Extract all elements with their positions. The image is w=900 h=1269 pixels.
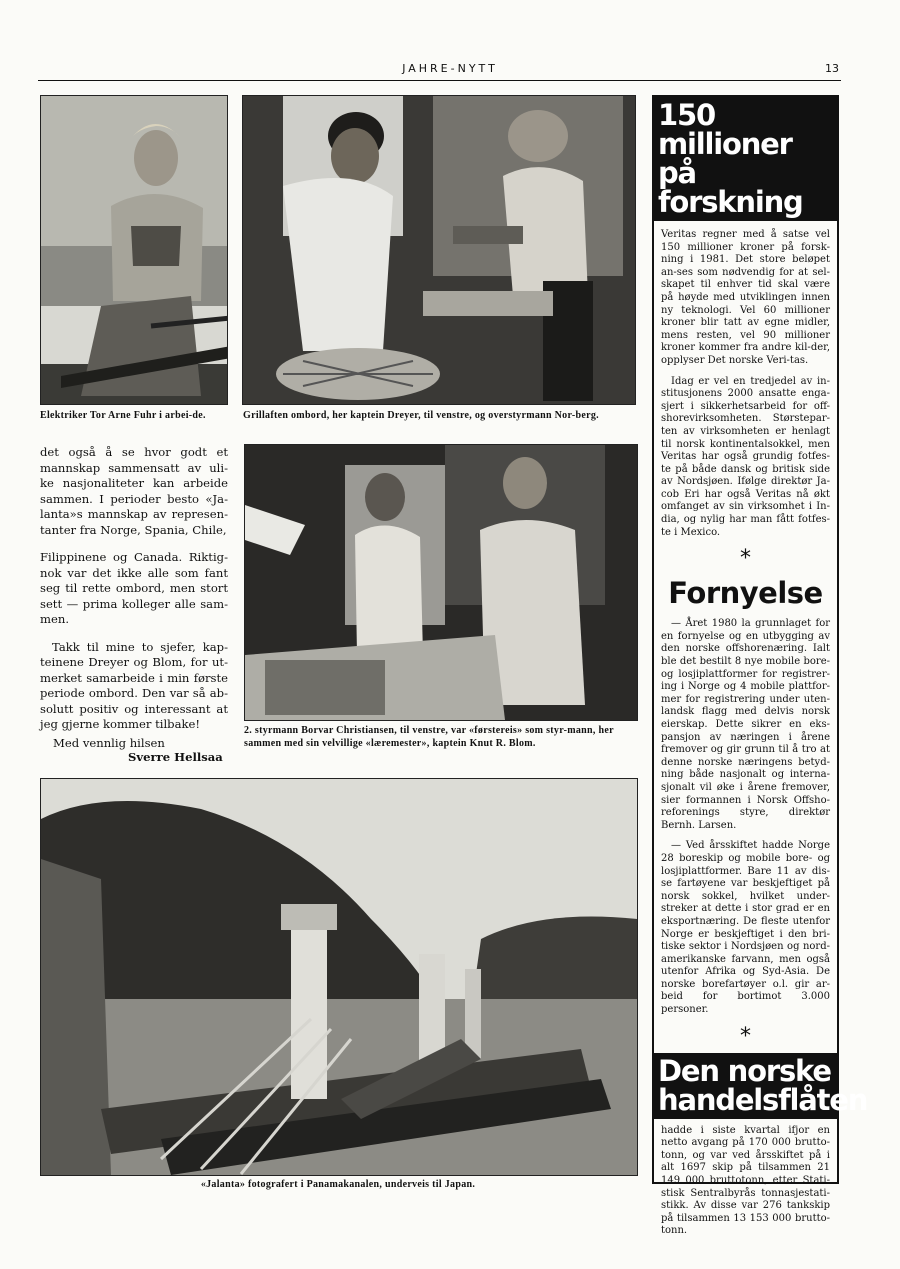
headline-line: handelsflåten bbox=[658, 1082, 868, 1117]
publication-title: JAHRE-NYTT bbox=[402, 62, 498, 75]
merchant-fleet-article bbox=[654, 1125, 837, 1238]
page-number: 13 bbox=[825, 62, 839, 75]
news-sidebar bbox=[652, 95, 868, 1237]
panama-caption: «Jalanta» fotografert i Panamakanalen, underveis til Japan. bbox=[200, 1179, 476, 1190]
research-article bbox=[654, 225, 837, 539]
merchant-fleet-headline bbox=[654, 1053, 868, 1119]
headline-line: Den norske bbox=[658, 1053, 831, 1088]
bridge-photo bbox=[244, 444, 638, 721]
grill-caption: Grillaften ombord, her kaptein Dreyer, til venstre, og overstyrmann Nor-berg. bbox=[243, 410, 599, 421]
article-paragraph: Veritas regner med å satse vel 150 millioner kroner på forsk-ning i 1981. Det store beløpet an-ses som nødvendig for at sel-skapet til enhver tid skal være på høyde med utviklingen innen ny teknologi. Vel 60 millioner kroner blir tatt av egne midler, mens resten, vel 90 millioner kroner kommer fra andre kil-der, opplyser Det norske Veri-tas. bbox=[661, 229, 830, 366]
renewal-article bbox=[654, 618, 837, 1016]
section-separator: * bbox=[740, 546, 751, 572]
letter-paragraph: det også å se hvor godt et mannskap sammensatt av uli-ke nasjonaliteter kan arbeide sammen. I perioder besto «Ja-lanta»s mannskap av represen-tanter fra Norge, Spania, Chile, bbox=[40, 445, 228, 537]
renewal-headline: Fornyelse bbox=[668, 576, 823, 611]
bridge-caption: 2. styrmann Borvar Christiansen, til venstre, var «førstereis» som styr-mann, her sammen med sin velvillige «læremester», kaptein Knut R. Blom. bbox=[244, 725, 614, 749]
header-divider bbox=[38, 80, 841, 81]
letter-greeting: Med vennlig hilsen bbox=[53, 736, 165, 750]
headline-line: på forskning bbox=[658, 156, 803, 219]
letter-paragraph: Takk til mine to sjefer, kap-teinene Dreyer og Blom, for ut-merket samarbeide i min første periode ombord. Den var så ab-solutt positiv og interessant at jeg gjerne kommer tilbake! bbox=[40, 639, 228, 731]
letter-signature: Sverre Hellsaa bbox=[128, 750, 223, 764]
grill-photo bbox=[242, 95, 636, 405]
article-paragraph: — Ved årsskiftet hadde Norge 28 boreskip og mobile bore- og losjiplattformer. Bare 11 av dis-se fartøyene var beskjeftiget på norsk sokkel, hvilket under-streker at dette i stor grad er en eksportnæring. De fleste utenfor Norge er beskjeftiget i den bri-tiske sektor i Nordsjøen og nord-amerikanske farvann, men også utenfor Afrika og Syd-Asia. De norske borefartøyer o.l. gir ar-beid for bortimot 3.000 personer. bbox=[661, 840, 830, 1016]
electrician-caption: Elektriker Tor Arne Fuhr i arbei-de. bbox=[40, 410, 206, 421]
panama-photo bbox=[40, 778, 638, 1176]
article-paragraph: Idag er vel en tredjedel av in-stitusjonens 2000 ansatte enga-sjert i sikkerhetsarbeid for off-shorevirksomheten. Størstepar-ten av virksomheten er henlagt til norsk kontinentalsokkel, men Veritas har også grundig fotfes-te på både dansk og britisk side av Nordsjøen. Ifølge direktør Ja-cob Eri har også Veritas nå økt omfanget av sin virksomhet i In-dia, og nylig har man fått fotfes-te i Mexico. bbox=[661, 375, 830, 538]
article-paragraph: hadde i siste kvartal ifjor en netto avgang på 170 000 brutto-tonn, og var ved årsskiftet på i alt 1697 skip på tilsammen 21 149 000 bruttotonn, etter Stati-stisk Sentralbyrås tonnasjestati-stikk. Av disse var 276 tankskip på tilsammen 13 153 000 brutto-tonn. bbox=[661, 1124, 830, 1237]
letter-body bbox=[40, 445, 228, 745]
letter-paragraph: Filippinene og Canada. Riktig-nok var det ikke alle som fant seg til rette ombord, men stort sett — prima kolleger alle sam-men. bbox=[40, 550, 228, 626]
headline-line: 150 millioner bbox=[658, 98, 792, 161]
article-paragraph: — Året 1980 la grunnlaget for en fornyelse og en utbygging av den norske offshorenæring. Ialt ble det bestilt 8 nye mobile bore-og losjiplattformer for registrer-ing i Norge og 4 mobile plattfor-mer for registrering under uten-landsk flagg med delvis norsk eierskap. Dette sikrer en eks-pansjon av næringen i årene fremover og gir grunn til å tro at denne norske næringens betyd-ning både nasjonalt og interna-sjonalt vil øke i årene fremover, sier formannen i Norsk Offsho-reforenings styre, direktør Bernh. Larsen. bbox=[661, 618, 830, 831]
section-separator: * bbox=[740, 1023, 751, 1049]
electrician-photo bbox=[40, 95, 228, 405]
research-headline bbox=[654, 97, 837, 221]
